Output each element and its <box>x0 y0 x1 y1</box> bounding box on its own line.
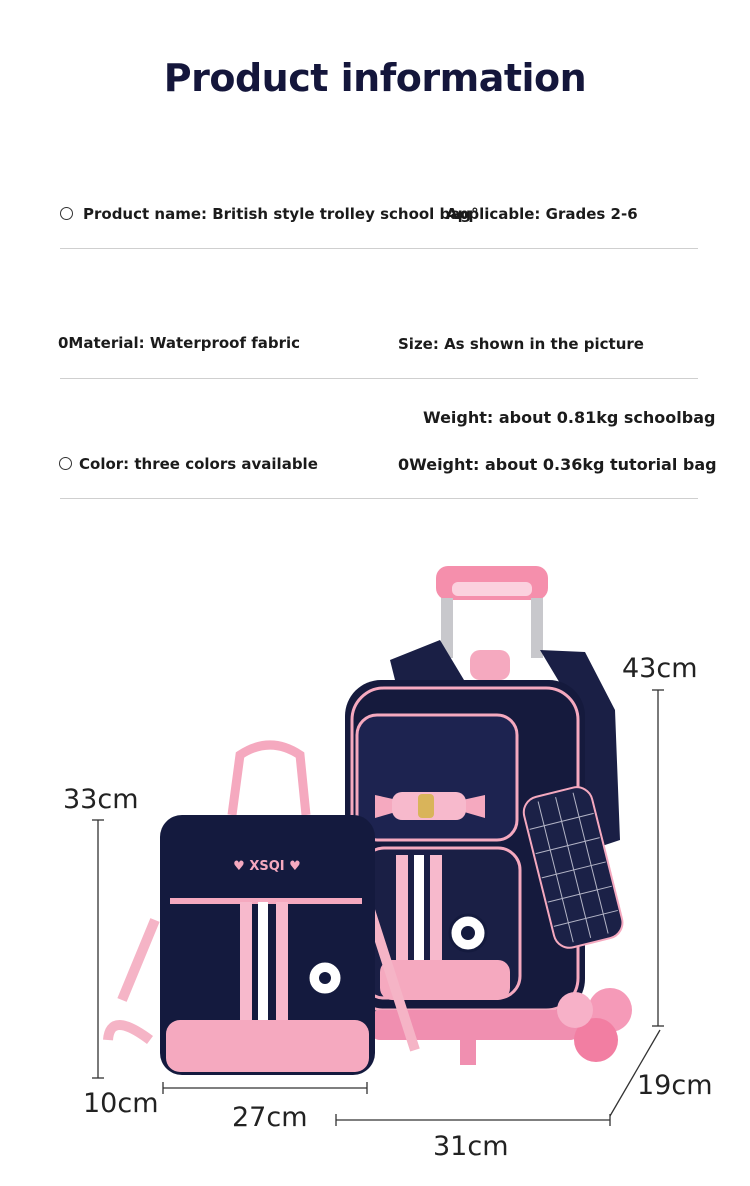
trolley-height-label: 43cm <box>622 653 698 684</box>
tote-logo: ♥ XSQI ♥ <box>233 859 301 874</box>
tote-width-label: 27cm <box>232 1102 308 1133</box>
tote-height-label: 33cm <box>63 784 139 815</box>
color-row <box>59 455 318 473</box>
bullet-circle-icon <box>60 207 73 220</box>
divider <box>60 248 698 249</box>
product-name-row <box>60 205 479 223</box>
trolley-depth-label: 19cm <box>637 1070 713 1101</box>
weight-schoolbag-text: Weight: about 0.81kg schoolbag <box>423 408 716 427</box>
trolley-width-label: 31cm <box>433 1131 509 1162</box>
color-text: Color: three colors available <box>79 455 318 473</box>
product-name-text: Product name: British style trolley school bag° <box>83 205 479 223</box>
trolley-handle <box>436 566 548 658</box>
page-title: Product information <box>163 56 587 100</box>
weight-tutorial-text: 0Weight: about 0.36kg tutorial bag <box>398 455 717 474</box>
bullet-circle-icon <box>59 457 72 470</box>
applicable-text: Applicable: Grades 2-6 <box>446 205 638 223</box>
divider <box>60 498 698 499</box>
material-text: 0Material: Waterproof fabric <box>58 334 301 352</box>
size-text: Size: As shown in the picture <box>398 335 644 353</box>
divider <box>60 378 698 379</box>
tote-depth-label: 10cm <box>83 1088 159 1119</box>
